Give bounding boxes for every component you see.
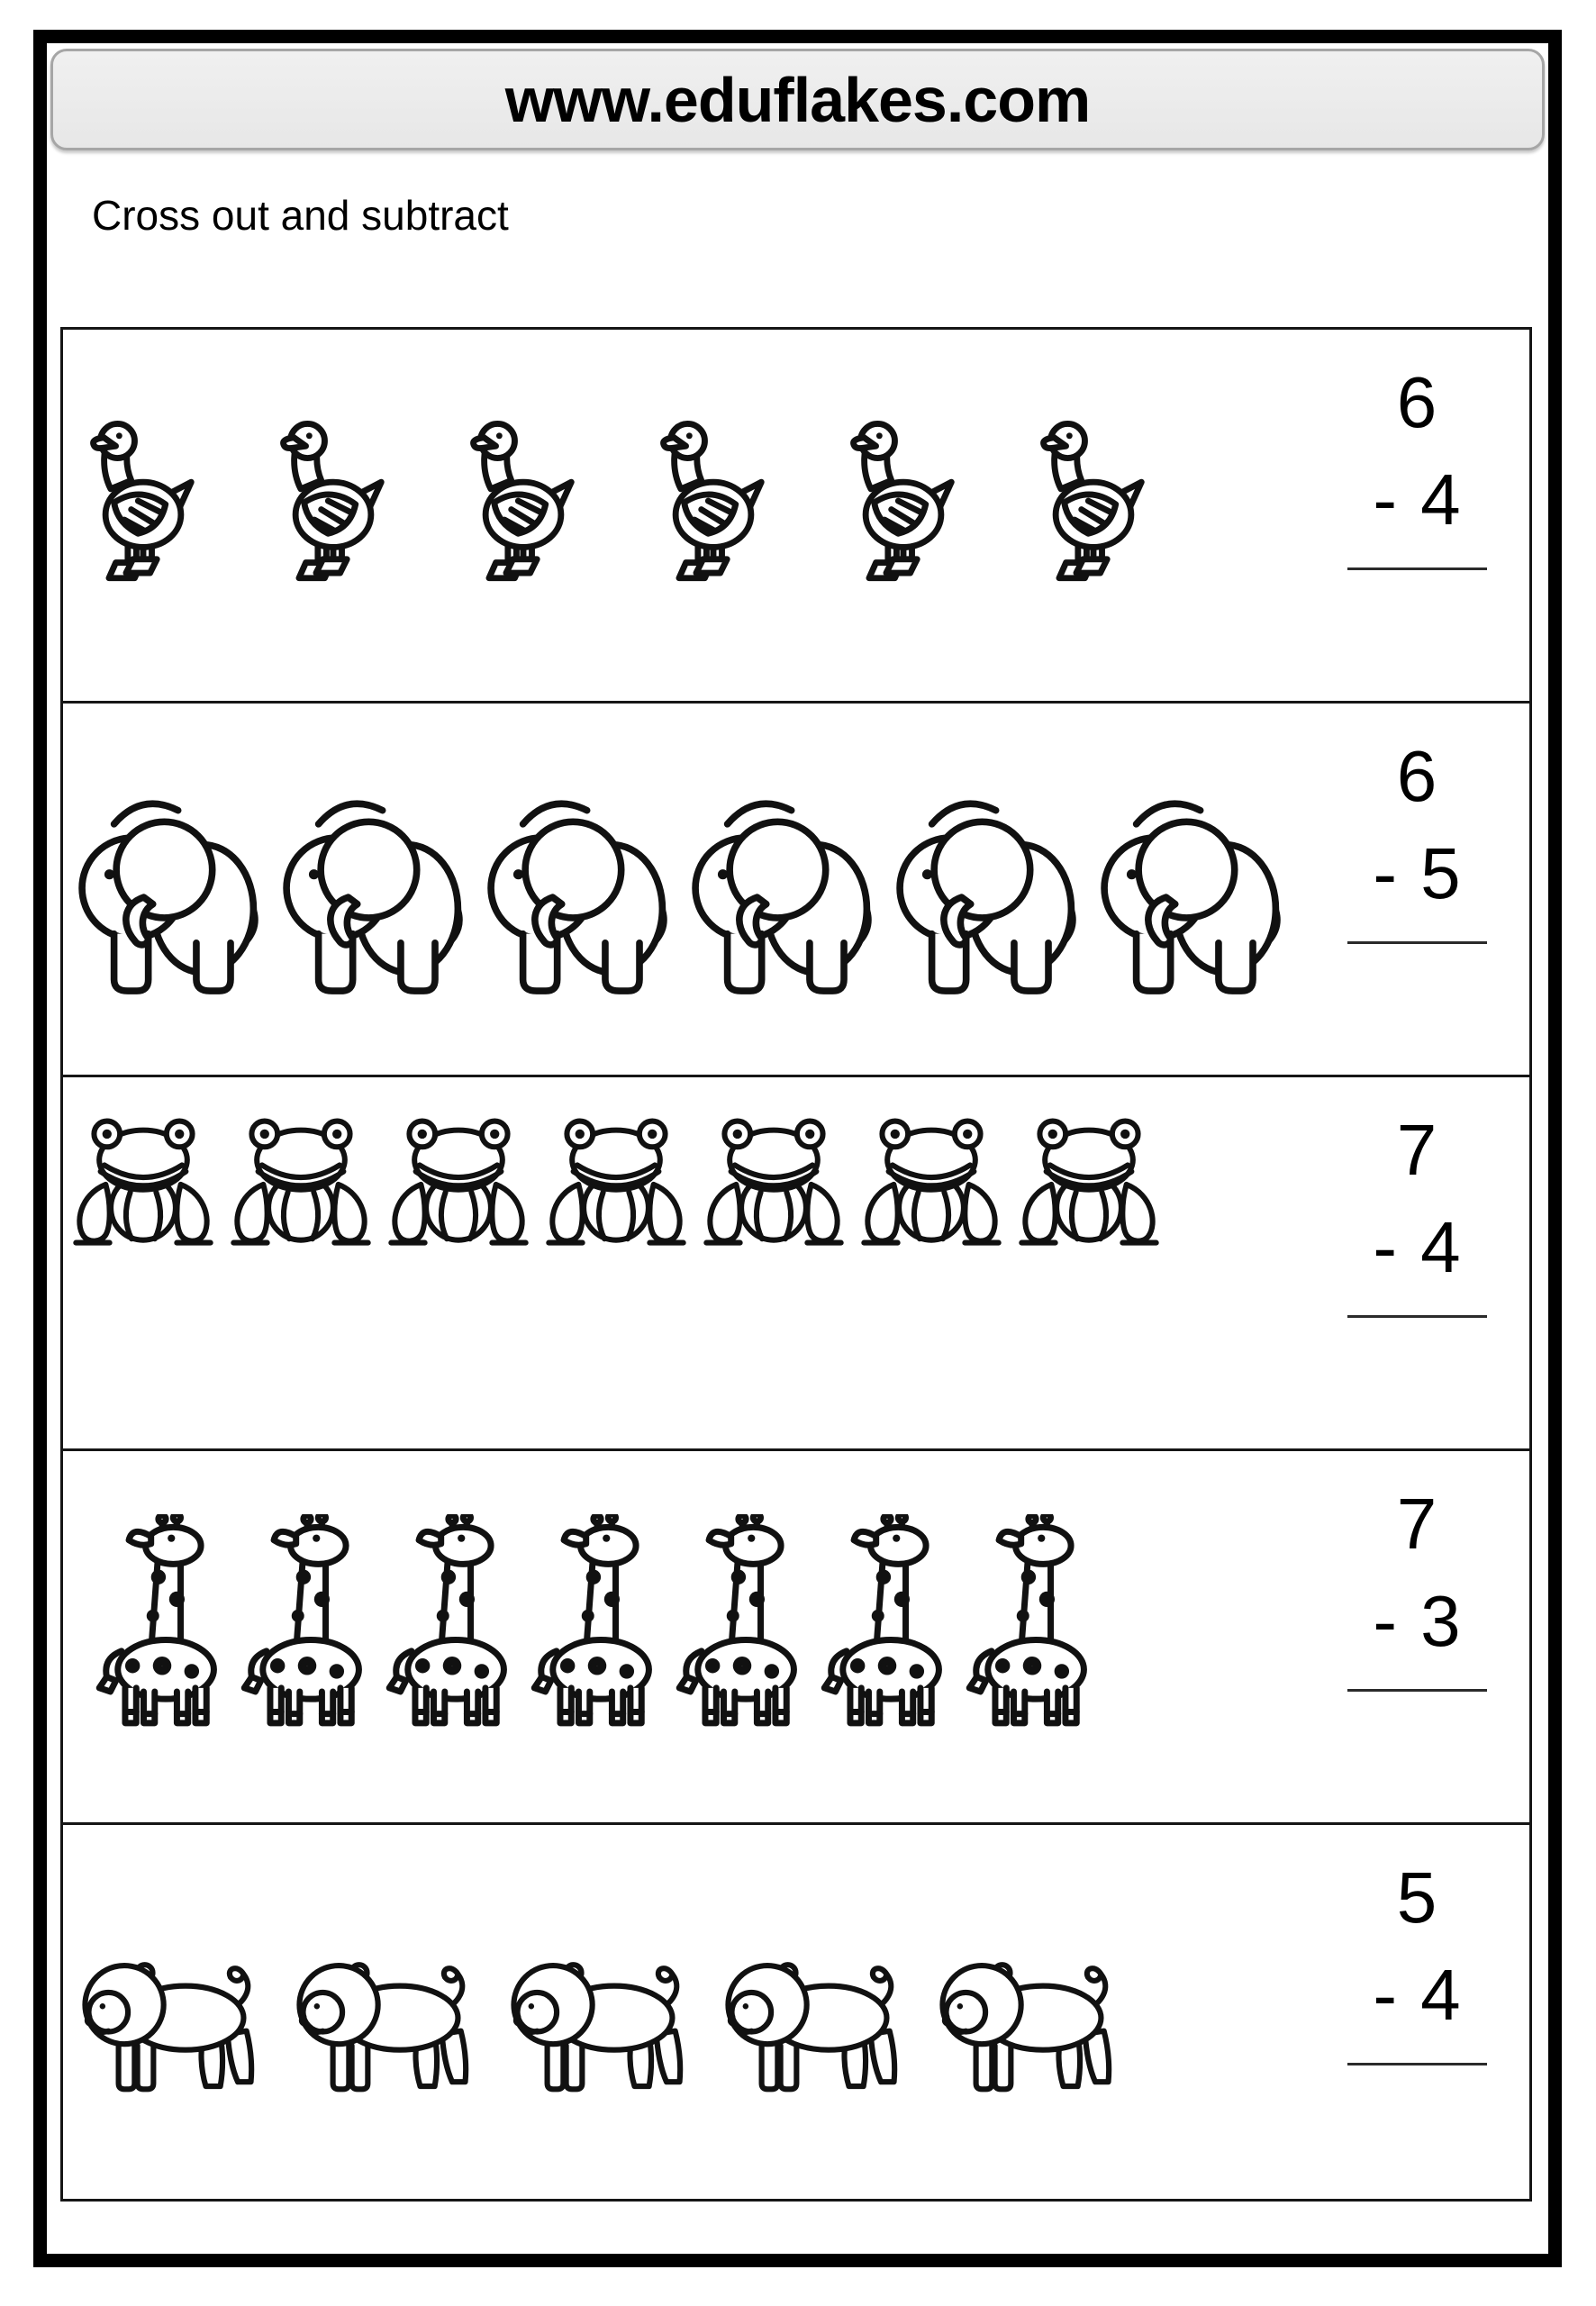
answer-line[interactable] — [1347, 941, 1487, 944]
subtraction-line — [1373, 1956, 1460, 2034]
subtrahend: 4 — [1420, 1955, 1461, 2035]
page-frame — [33, 30, 1562, 2267]
giraffe-icon[interactable] — [385, 1514, 519, 1729]
duck-icon[interactable] — [470, 414, 576, 591]
subtraction-problem — [1304, 704, 1529, 1075]
elephant-icon[interactable] — [77, 778, 260, 1007]
site-banner — [50, 49, 1545, 150]
lion-icon[interactable] — [937, 1949, 1133, 2095]
lion-icon[interactable] — [508, 1949, 704, 2095]
instruction-text: Cross out and subtract — [92, 192, 509, 239]
worksheet-row — [63, 1825, 1529, 2199]
animal-group — [63, 1451, 1304, 1822]
site-title: www.eduflakes.com — [504, 64, 1091, 135]
minuend: 6 — [1396, 362, 1437, 442]
duck-icon[interactable] — [1040, 414, 1147, 591]
giraffe-icon[interactable] — [821, 1514, 954, 1729]
giraffe-icon[interactable] — [530, 1514, 664, 1729]
subtraction-line — [1373, 1209, 1460, 1286]
lion-icon[interactable] — [294, 1949, 490, 2095]
elephant-icon[interactable] — [282, 778, 465, 1007]
duck-icon[interactable] — [660, 414, 766, 591]
minus-operator: - — [1373, 1207, 1398, 1287]
minuend: 6 — [1396, 736, 1437, 816]
duck-icon[interactable] — [90, 414, 196, 591]
problems-table — [60, 327, 1532, 2202]
animal-group — [63, 1077, 1304, 1448]
giraffe-icon[interactable] — [240, 1514, 374, 1729]
subtraction-line — [1373, 835, 1460, 912]
subtraction-problem — [1304, 1451, 1529, 1822]
frog-icon[interactable] — [545, 1117, 687, 1249]
duck-icon[interactable] — [850, 414, 957, 591]
minus-operator: - — [1373, 833, 1398, 913]
frog-icon[interactable] — [72, 1117, 214, 1249]
lion-icon[interactable] — [79, 1949, 276, 2095]
minuend: 5 — [1396, 1857, 1437, 1938]
worksheet-row — [63, 1077, 1529, 1451]
subtraction-line — [1373, 1583, 1460, 1660]
subtraction-problem — [1304, 1077, 1529, 1448]
frog-icon[interactable] — [860, 1117, 1002, 1249]
lion-icon[interactable] — [722, 1949, 919, 2095]
animal-group — [63, 330, 1304, 701]
minus-operator: - — [1373, 1581, 1398, 1661]
subtraction-problem — [1304, 1825, 1529, 2199]
answer-line[interactable] — [1347, 1315, 1487, 1318]
minus-operator: - — [1373, 459, 1398, 540]
giraffe-icon[interactable] — [676, 1514, 809, 1729]
giraffe-icon[interactable] — [966, 1514, 1099, 1729]
minuend: 7 — [1396, 1484, 1437, 1564]
frog-icon[interactable] — [1018, 1117, 1160, 1249]
elephant-icon[interactable] — [486, 778, 669, 1007]
animal-group — [63, 704, 1304, 1075]
subtrahend: 4 — [1420, 459, 1461, 540]
worksheet-row — [63, 330, 1529, 704]
worksheet-row — [63, 1451, 1529, 1825]
frog-icon[interactable] — [703, 1117, 845, 1249]
answer-line[interactable] — [1347, 1689, 1487, 1692]
answer-line[interactable] — [1347, 2063, 1487, 2065]
elephant-icon[interactable] — [691, 778, 874, 1007]
frog-icon[interactable] — [387, 1117, 530, 1249]
answer-line[interactable] — [1347, 567, 1487, 570]
giraffe-icon[interactable] — [95, 1514, 229, 1729]
animal-group — [63, 1825, 1304, 2199]
frog-icon[interactable] — [230, 1117, 372, 1249]
subtrahend: 5 — [1420, 833, 1461, 913]
elephant-icon[interactable] — [895, 778, 1078, 1007]
subtraction-line — [1373, 461, 1460, 539]
subtrahend: 4 — [1420, 1207, 1461, 1287]
subtraction-problem — [1304, 330, 1529, 701]
subtrahend: 3 — [1420, 1581, 1461, 1661]
worksheet-row — [63, 704, 1529, 1077]
minus-operator: - — [1373, 1955, 1398, 2035]
minuend: 7 — [1396, 1110, 1437, 1190]
elephant-icon[interactable] — [1100, 778, 1283, 1007]
duck-icon[interactable] — [280, 414, 386, 591]
